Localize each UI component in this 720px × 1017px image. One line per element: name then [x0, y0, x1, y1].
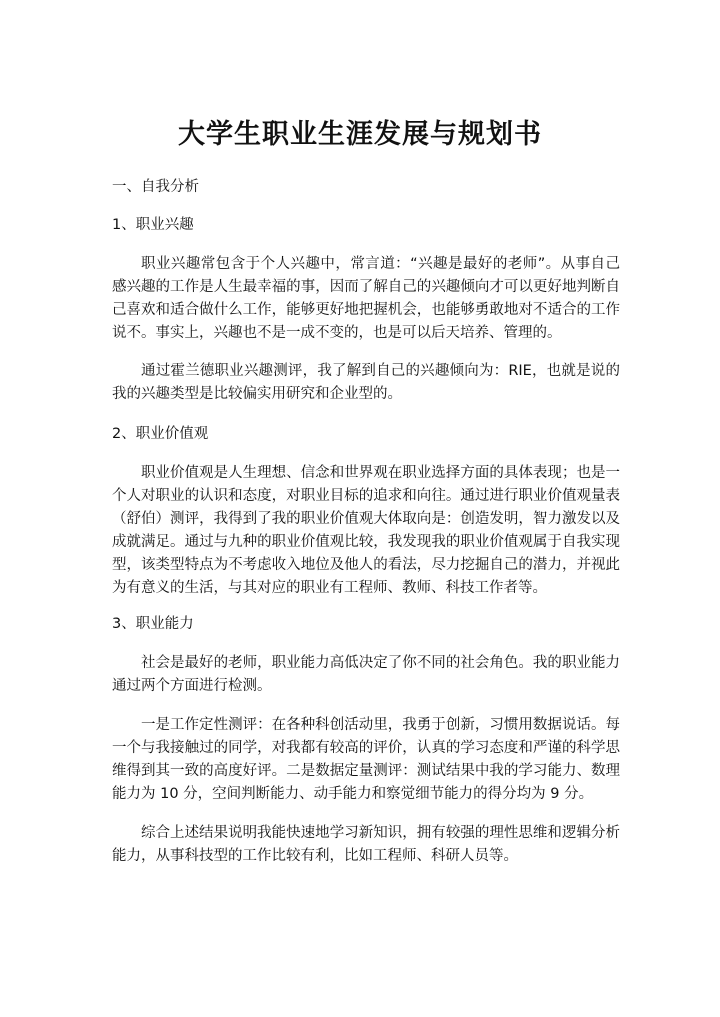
paragraph-ability-intro: 社会是最好的老师，职业能力高低决定了你不同的社会角色。我的职业能力通过两个方面进行检测。	[112, 655, 620, 694]
subheading-career-ability: 3、职业能力	[112, 616, 194, 632]
paragraph-career-values: 职业价值观是人生理想、信念和世界观在职业选择方面的具体表现；也是一个人对职业的认识和态度，对职业目标的追求和向往。通过进行职业价值观量表（舒伯）测评，我得到了我的职业价值观大体取向是：创造发明，智力激发以及成就满足。通过与九种的职业价值观比较，我发现我的职业价值观属于自我实现型，该类型特点为不考虑收入地位及他人的看法，尽力挖掘自己的潜力，并视此为有意义的生活，与其对应的职业有工程师、教师、科技工作者等。	[112, 465, 620, 596]
paragraph-ability-assessment: 一是工作定性测评：在各种科创活动里，我勇于创新，习惯用数据说话。每一个与我接触过的同学，对我都有较高的评价，认真的学习态度和严谨的科学思维得到其一致的高度好评。二是数据定量测评：测试结果中我的学习能力、数理能力为 10 分，空间判断能力、动手能力和察觉细节能力的得分均为 9 分。	[112, 717, 620, 802]
document-title: 大学生职业生涯发展与规划书	[178, 119, 542, 150]
subheading-career-values: 2、职业价值观	[112, 426, 209, 442]
section-heading-self-analysis: 一、自我分析	[112, 179, 199, 195]
subheading-career-interest: 1、职业兴趣	[112, 217, 194, 233]
paragraph-interest-intro: 职业兴趣常包含于个人兴趣中，常言道：“兴趣是最好的老师”。从事自己感兴趣的工作是人生最幸福的事，因而了解自己的兴趣倾向才可以更好地判断自己喜欢和适合做什么工作，能够更好地把握机会，也能够勇敢地对不适合的工作说不。事实上，兴趣也不是一成不变的，也是可以后天培养、管理的。	[112, 256, 620, 341]
paragraph-holland-test: 通过霍兰德职业兴趣测评，我了解到自己的兴趣倾向为：RIE，也就是说的我的兴趣类型是比较偏实用研究和企业型的。	[112, 363, 620, 402]
paragraph-ability-summary: 综合上述结果说明我能快速地学习新知识，拥有较强的理性思维和逻辑分析能力，从事科技型的工作比较有利，比如工程师、科研人员等。	[112, 825, 620, 864]
